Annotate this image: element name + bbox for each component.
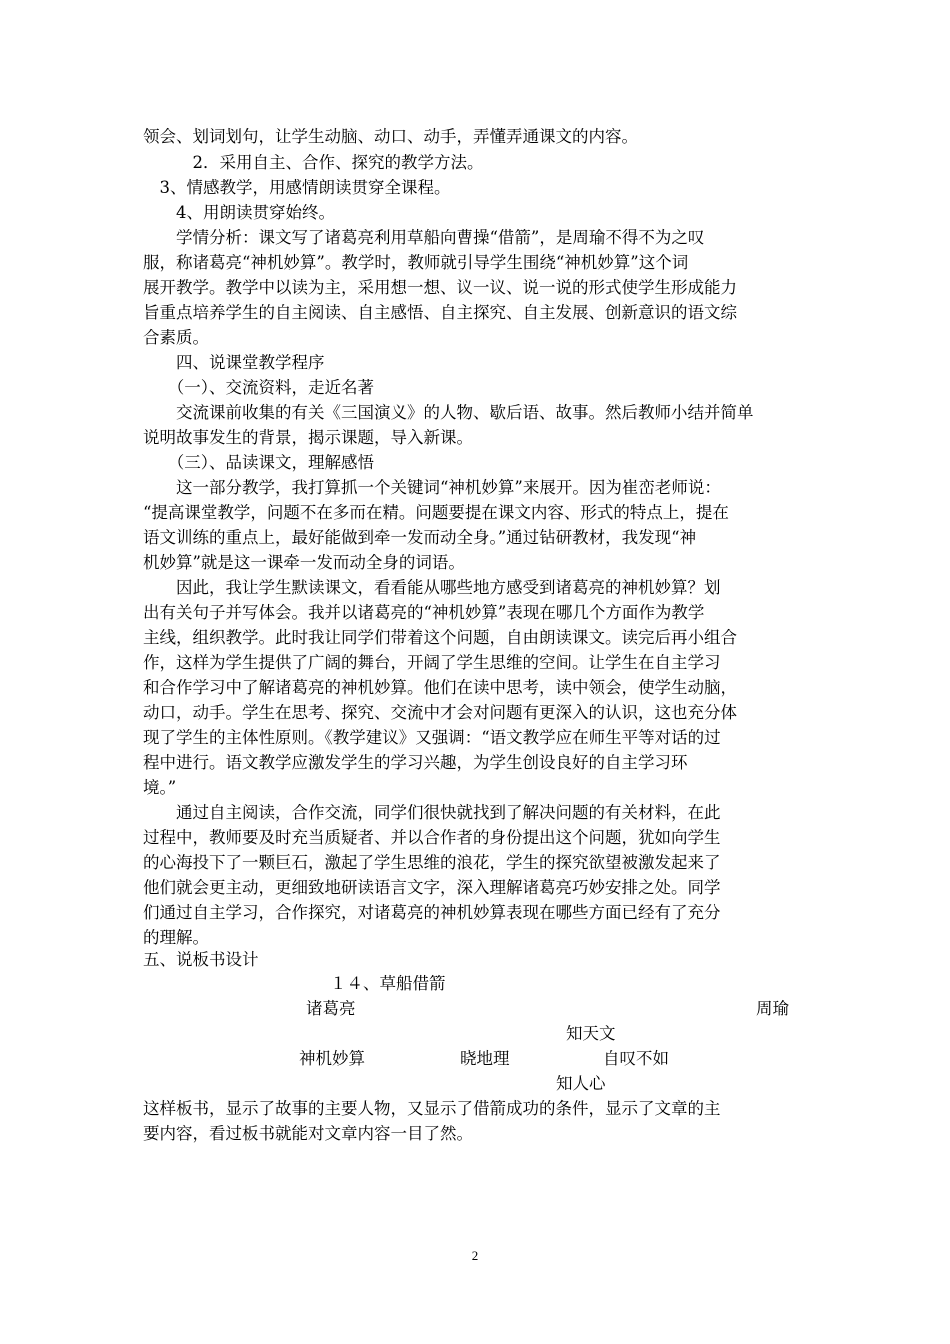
text-line: 说明故事发生的背景，揭示课题，导入新课。 — [143, 428, 473, 447]
text-line: 交流课前收集的有关《三国演义》的人物、歇后语、故事。然后教师小结并简单 — [143, 403, 754, 422]
text-line: 作，这样为学生提供了广阔的舞台，开阔了学生思维的空间。让学生在自主学习 — [143, 653, 721, 672]
text-line: 的心海投下了一颗巨石，激起了学生思维的浪花，学生的探究欲望被激发起来了 — [143, 853, 721, 872]
text-line: 3、情感教学，用感情朗读贯穿全课程。 — [143, 178, 451, 197]
text-line: 他们就会更主动，更细致地研读语言文字，深入理解诸葛亮巧妙安排之处。同学 — [143, 878, 721, 897]
text-line: 因此，我让学生默读课文，看看能从哪些地方感受到诸葛亮的神机妙算？划 — [143, 578, 721, 597]
board-title: １４、草船借箭 — [330, 974, 446, 993]
text-line: 机妙算”就是这一课牵一发而动全身的词语。 — [143, 553, 465, 572]
text-line: 展开教学。教学中以读为主，采用想一想、议一议、说一说的形式使学生形成能力 — [143, 278, 737, 297]
text-line: 主线，组织教学。此时我让同学们带着这个问题，自由朗读课文。读完后再小组合 — [143, 628, 737, 647]
text-line: 出有关句子并写体会。我并以诸葛亮的“神机妙算”表现在哪几个方面作为教学 — [143, 603, 705, 622]
text-line: “提高课堂教学，问题不在多而在精。问题要提在课文内容、形式的特点上，提在 — [143, 503, 729, 522]
text-line: 合素质。 — [143, 328, 209, 347]
text-line: 学情分析：课文写了诸葛亮利用草船向曹操“借箭”，是周瑜不得不为之叹 — [143, 228, 705, 247]
text-line: 的理解。 — [143, 928, 209, 947]
text-line: 4、用朗读贯穿始终。 — [143, 203, 335, 222]
text-line: 这一部分教学，我打算抓一个关键词“神机妙算”来展开。因为崔峦老师说： — [143, 478, 721, 497]
text-line: 领会、划词划句，让学生动脑、动口、动手，弄懂弄通课文的内容。 — [143, 127, 638, 146]
text-line: 现了学生的主体性原则。《教学建议》又强调：“语文教学应在师生平等对话的过 — [143, 728, 721, 747]
board-left-trait: 神机妙算 — [299, 1049, 365, 1068]
text-line: 通过自主阅读，合作交流，同学们很快就找到了解决问题的有关材料，在此 — [143, 803, 721, 822]
board-right-person: 周瑜 — [756, 999, 789, 1018]
text-line: 语文训练的重点上，最好能做到牵一发而动全身。”通过钻研教材，我发现“神 — [143, 528, 697, 547]
subsection-heading: （一）、交流资料，走近名著 — [143, 378, 374, 397]
text-line: 要内容，看过板书就能对文章内容一目了然。 — [143, 1124, 473, 1143]
board-left-person: 诸葛亮 — [306, 999, 356, 1018]
text-line: 2．采用自主、合作、探究的教学方法。 — [143, 153, 484, 172]
text-line: 境。” — [143, 778, 177, 797]
board-item-bottom: 知人心 — [556, 1074, 606, 1093]
text-line: 服，称诸葛亮“神机妙算”。教学时，教师就引导学生围绕“神机妙算”这个词 — [143, 253, 689, 272]
page-number: 2 — [471, 1248, 479, 1263]
board-item-top: 知天文 — [566, 1024, 616, 1043]
section-heading: 四、说课堂教学程序 — [143, 353, 325, 372]
board-right-trait: 自叹不如 — [603, 1049, 669, 1068]
board-middle-item: 晓地理 — [460, 1049, 510, 1068]
text-line: 们通过自主学习，合作探究，对诸葛亮的神机妙算表现在哪些方面已经有了充分 — [143, 903, 721, 922]
subsection-heading: （三）、品读课文，理解感悟 — [143, 453, 374, 472]
text-line: 旨重点培养学生的自主阅读、自主感悟、自主探究、自主发展、创新意识的语文综 — [143, 303, 737, 322]
section-heading: 五、说板书设计 — [143, 950, 259, 969]
text-line: 这样板书，显示了故事的主要人物，又显示了借箭成功的条件，显示了文章的主 — [143, 1099, 721, 1118]
text-line: 动口，动手。学生在思考、探究、交流中才会对问题有更深入的认识，这也充分体 — [143, 703, 737, 722]
text-line: 和合作学习中了解诸葛亮的神机妙算。他们在读中思考，读中领会，使学生动脑， — [143, 678, 737, 697]
text-line: 过程中，教师要及时充当质疑者、并以合作者的身份提出这个问题，犹如向学生 — [143, 828, 721, 847]
text-line: 程中进行。语文教学应激发学生的学习兴趣，为学生创设良好的自主学习环 — [143, 753, 688, 772]
